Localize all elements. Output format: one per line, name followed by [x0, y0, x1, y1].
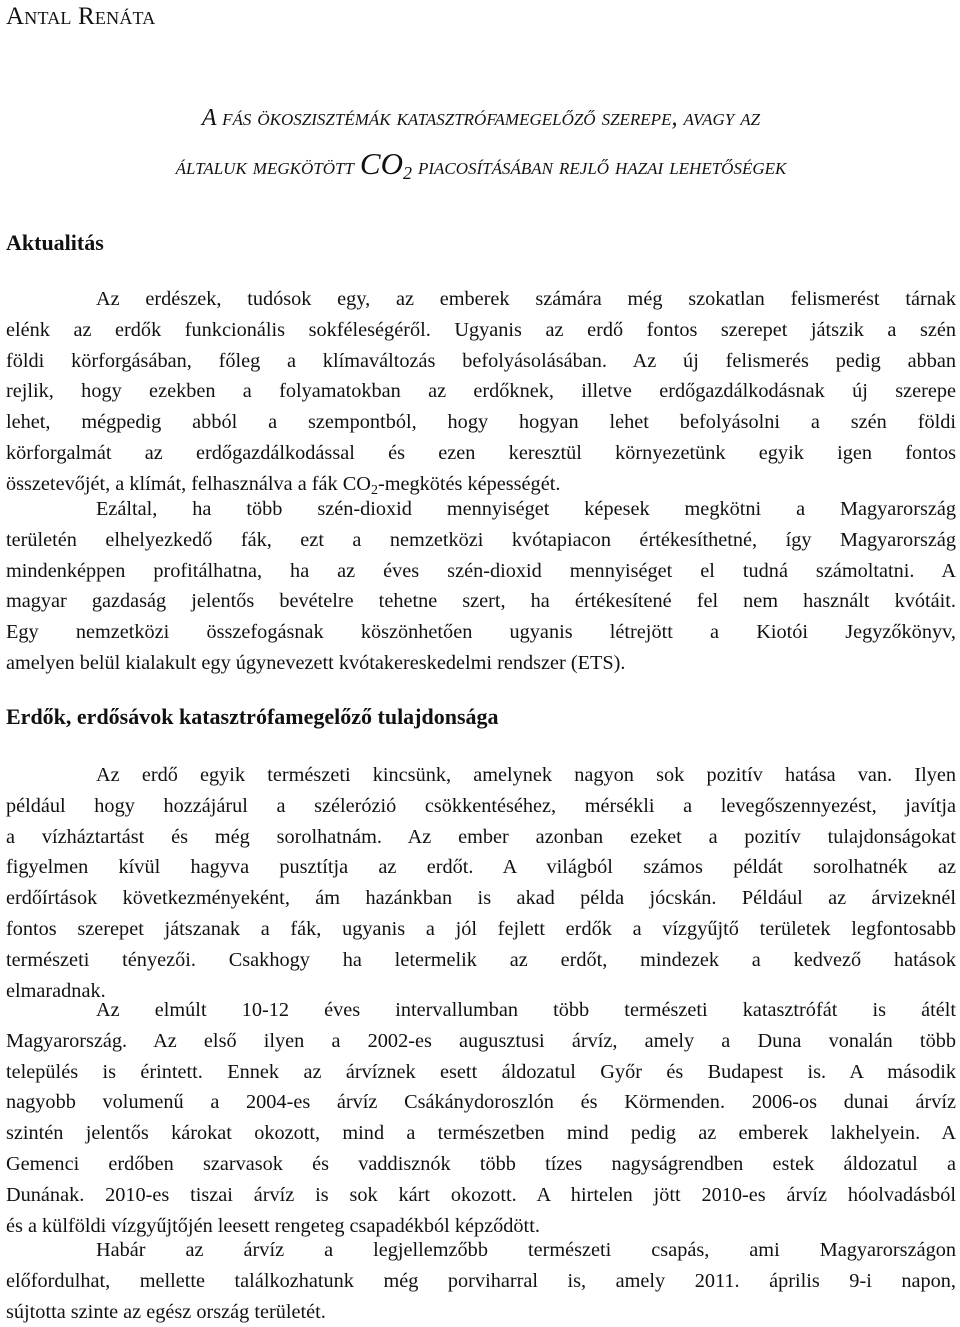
- title-co: CO: [359, 146, 403, 181]
- paragraph-line: település is érintett. Ennek az árvíznek esett áldozatul Győr és Budapest is. A második: [6, 1060, 956, 1083]
- paragraph-line: és a külföldi vízgyűjtőjén leesett rengeteg csapadékból képződött.: [6, 1214, 540, 1237]
- paragraph-line: erdőírtások következményeként, ám hazánkban is akad példa jócskán. Például az árvizeknél: [6, 887, 956, 910]
- paragraph-line: magyar gazdaság jelentős bevételre tehetne szert, ha értékesítené fel nem használt kvótáit.: [6, 590, 956, 613]
- paragraph-line: mindenképpen profitálhatna, ha az éves szén-dioxid mennyiséget el tudná számoltatni. A: [6, 559, 956, 582]
- paragraph-line: szintén jelentős károkat okozott, mind a természetben mind pedig az emberek lakhelyein. A: [6, 1122, 956, 1145]
- paragraph-line: a vízháztartást és még sorolhatnám. Az ember azonban ezeket a pozitív tulajdonságokat: [6, 825, 956, 848]
- paragraph-line: természeti tényezői. Csakhogy ha letermelik az erdőt, mindezek a kedvező hatások: [6, 948, 956, 971]
- paragraph-line: Az elmúlt 10-12 éves intervallumban több természeti katasztrófát is átélt: [96, 999, 956, 1021]
- co2-subscript: 2: [370, 482, 378, 498]
- paragraph-3: [6, 760, 956, 1006]
- title-line-2-start: általuk megkötött: [175, 154, 354, 180]
- paragraph-line: Ezáltal, ha több szén-dioxid mennyiséget képesek megkötni a Magyarország: [96, 498, 956, 520]
- paragraph-line: például hogy hozzájárul a szélerózió csökkentéséhez, mérsékli a levegőszennyezést, javítja: [6, 794, 956, 817]
- paragraph-line: területén elhelyezkedő fák, ezt a nemzetközi kvótapiacon értékesíthetné, így Magyarország: [6, 528, 956, 551]
- paragraph-line: Habár az árvíz a legjellemzőbb természeti csapás, ami Magyarországon: [96, 1239, 956, 1261]
- paragraph-line: amelyen belül kialakult egy úgynevezett kvótakereskedelmi rendszer (ETS).: [6, 651, 626, 674]
- paragraph-line: Gemenci erdőben szarvasok és vaddisznók több tízes nagyságrendben estek áldozatul a: [6, 1152, 956, 1175]
- paragraph-1: [6, 284, 956, 500]
- paragraph-line: Egy nemzetközi összefogásnak köszönhetően ugyanis létrejött a Kiotói Jegyzőkönyv,: [6, 621, 956, 644]
- paragraph-line: lehet, mégpedig abból a szempontból, hogy hogyan lehet befolyásolni a szén földi: [6, 411, 956, 434]
- section-heading-erdok: Erdők, erdősávok katasztrófamegelőző tulajdonsága: [6, 704, 499, 729]
- paragraph-line: Magyarország. Az első ilyen a 2002-es augusztusi árvíz, amely a Duna vonalán több: [6, 1029, 956, 1052]
- paragraph-line: Dunának. 2010-es tiszai árvíz is sok kárt okozott. A hirtelen jött 2010-es árvíz hóolvadásból: [6, 1183, 956, 1206]
- paragraph-line: nagyobb volumenű a 2004-es árvíz Csákánydoroszlón és Körmenden. 2006-os dunai árvíz: [6, 1091, 956, 1114]
- title-co2-subscript: 2: [402, 163, 412, 183]
- paragraph-line: figyelmen kívül hagyva pusztítja az erdőt. A világból számos példát sorolhatnék az: [6, 856, 956, 879]
- paper-title: [6, 95, 956, 190]
- paragraph-line: körforgalmát az erdőgazdálkodással és ezen keresztül környezetünk egyik igen fontos: [6, 441, 956, 464]
- co2-text-end: -megkötés képességét.: [377, 472, 561, 495]
- paragraph-4: [6, 995, 956, 1241]
- paragraph-line: Az erdészek, tudósok egy, az emberek számára még szokatlan felismerést tárnak: [96, 288, 956, 310]
- paragraph-2: [6, 494, 956, 679]
- paragraph-line: sújtotta szinte az egész ország területét.: [6, 1300, 326, 1323]
- co2-text: összetevőjét, a klímát, felhasználva a fák CO: [6, 472, 371, 495]
- title-line-1: A fás ökoszisztémák katasztrófamegelőző szerepe, avagy az: [201, 105, 761, 131]
- title-co2: [360, 146, 412, 181]
- title-line-2-end: piacosításában rejlő hazai lehetőségek: [417, 154, 787, 180]
- paragraph-line: elénk az erdők funkcionális sokféleségéről. Ugyanis az erdő fontos szerepet játszik a szén: [6, 318, 956, 341]
- paragraph-line: Az erdő egyik természeti kincsünk, amelynek nagyon sok pozitív hatása van. Ilyen: [96, 764, 956, 786]
- paragraph-line: előfordulhat, mellette találkozhatunk még porviharral is, amely 2011. április 9-i napon,: [6, 1269, 956, 1292]
- paragraph-line: elmaradnak.: [6, 979, 106, 1002]
- paragraph-line: földi körforgásában, főleg a klímaváltozás befolyásolásában. Az új felismerés pedig abban: [6, 349, 956, 372]
- author-name: Antal Renáta: [6, 3, 156, 30]
- paragraph-5: [6, 1235, 956, 1327]
- paragraph-line: fontos szerepet játszanak a fák, ugyanis a jól fejlett erdők a vízgyűjtő területek legfontosabb: [6, 917, 956, 940]
- section-heading-aktualitas: Aktualitás: [6, 230, 104, 255]
- title-line-2: [6, 141, 956, 190]
- paragraph-line: rejlik, hogy ezekben a folyamatokban az erdőknek, illetve erdőgazdálkodásnak új szerepe: [6, 380, 956, 403]
